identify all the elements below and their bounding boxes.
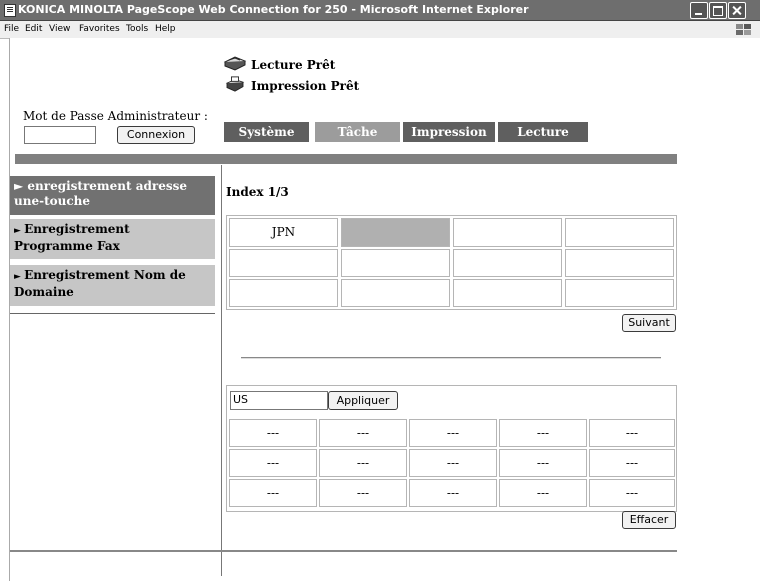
sidebar-divider xyxy=(10,313,215,314)
result-cell[interactable]: --- xyxy=(409,479,497,507)
index-cell-selected[interactable] xyxy=(341,218,450,247)
status-print: Impression Prêt xyxy=(251,79,360,93)
windows-logo-icon xyxy=(734,23,752,36)
result-cell[interactable]: --- xyxy=(589,449,675,477)
column-divider xyxy=(221,165,222,576)
sidebar-item-domain-name[interactable] xyxy=(10,265,215,306)
result-cell[interactable]: --- xyxy=(499,449,587,477)
menu-help[interactable]: Help xyxy=(155,24,176,34)
menu-view[interactable]: View xyxy=(49,24,71,34)
section-separator xyxy=(241,357,661,358)
tab-system[interactable]: Système xyxy=(224,122,309,142)
triangle-right-icon: ► xyxy=(14,272,25,282)
result-cell[interactable]: --- xyxy=(319,419,407,447)
close-button[interactable] xyxy=(728,2,746,19)
index-cell[interactable] xyxy=(229,279,338,307)
window-titlebar xyxy=(0,0,760,21)
sidebar-item-label: Enregistrement Programme Fax xyxy=(14,222,130,253)
triangle-right-icon: ► xyxy=(14,226,25,236)
result-cell[interactable]: --- xyxy=(229,419,317,447)
printer-icon xyxy=(223,76,247,92)
index-cell[interactable] xyxy=(565,279,674,307)
menu-favorites[interactable]: Favorites xyxy=(79,24,120,34)
index-title: Index 1/3 xyxy=(226,185,289,199)
page-content xyxy=(9,38,760,581)
index-cell[interactable] xyxy=(453,249,562,277)
next-button[interactable]: Suivant xyxy=(622,314,676,332)
result-cell[interactable]: --- xyxy=(589,419,675,447)
admin-password-input[interactable] xyxy=(24,126,96,144)
result-cell[interactable]: --- xyxy=(319,479,407,507)
page-icon xyxy=(4,4,16,17)
address-input[interactable]: US xyxy=(230,391,328,410)
result-cell[interactable]: --- xyxy=(229,449,317,477)
result-cell[interactable]: --- xyxy=(499,479,587,507)
index-cell[interactable] xyxy=(229,249,338,277)
index-cell[interactable] xyxy=(341,279,450,307)
login-button[interactable]: Connexion xyxy=(117,126,195,144)
result-cell[interactable]: --- xyxy=(229,479,317,507)
header-divider-band xyxy=(15,154,677,164)
menu-tools[interactable]: Tools xyxy=(126,24,149,34)
admin-password-label: Mot de Passe Administrateur : xyxy=(23,109,208,123)
printer-icon xyxy=(223,55,247,71)
result-cell[interactable]: --- xyxy=(319,449,407,477)
sidebar-item-fax-program[interactable] xyxy=(10,219,215,259)
result-cell[interactable]: --- xyxy=(409,419,497,447)
status-scan: Lecture Prêt xyxy=(251,58,336,72)
menu-file[interactable]: File xyxy=(4,24,20,34)
index-cell[interactable]: JPN xyxy=(229,218,338,247)
sidebar-item-label: enregistrement adresse une-touche xyxy=(14,179,187,208)
minimize-button[interactable] xyxy=(690,2,708,19)
footer-divider xyxy=(10,550,677,552)
result-cell[interactable]: --- xyxy=(499,419,587,447)
clear-button[interactable]: Effacer xyxy=(622,511,676,529)
index-cell[interactable] xyxy=(453,218,562,247)
sidebar-item-label: Enregistrement Nom de Domaine xyxy=(14,268,186,299)
window-title: KONICA MINOLTA PageScope Web Connection for 250 - Microsoft Internet Explorer xyxy=(18,3,529,16)
tab-print[interactable]: Impression xyxy=(403,122,495,142)
index-cell[interactable] xyxy=(453,279,562,307)
tab-scan[interactable]: Lecture xyxy=(498,122,588,142)
index-cell[interactable] xyxy=(565,218,674,247)
sidebar-item-one-touch[interactable] xyxy=(10,176,215,215)
apply-button[interactable]: Appliquer xyxy=(328,391,398,410)
menu-bar xyxy=(0,21,760,39)
index-cell[interactable] xyxy=(341,249,450,277)
menu-edit[interactable]: Edit xyxy=(25,24,43,34)
tab-job[interactable]: Tâche xyxy=(315,122,400,142)
result-cell[interactable]: --- xyxy=(409,449,497,477)
index-cell[interactable] xyxy=(565,249,674,277)
result-cell[interactable]: --- xyxy=(589,479,675,507)
maximize-button[interactable] xyxy=(709,2,727,19)
triangle-right-icon: ► xyxy=(14,179,28,193)
